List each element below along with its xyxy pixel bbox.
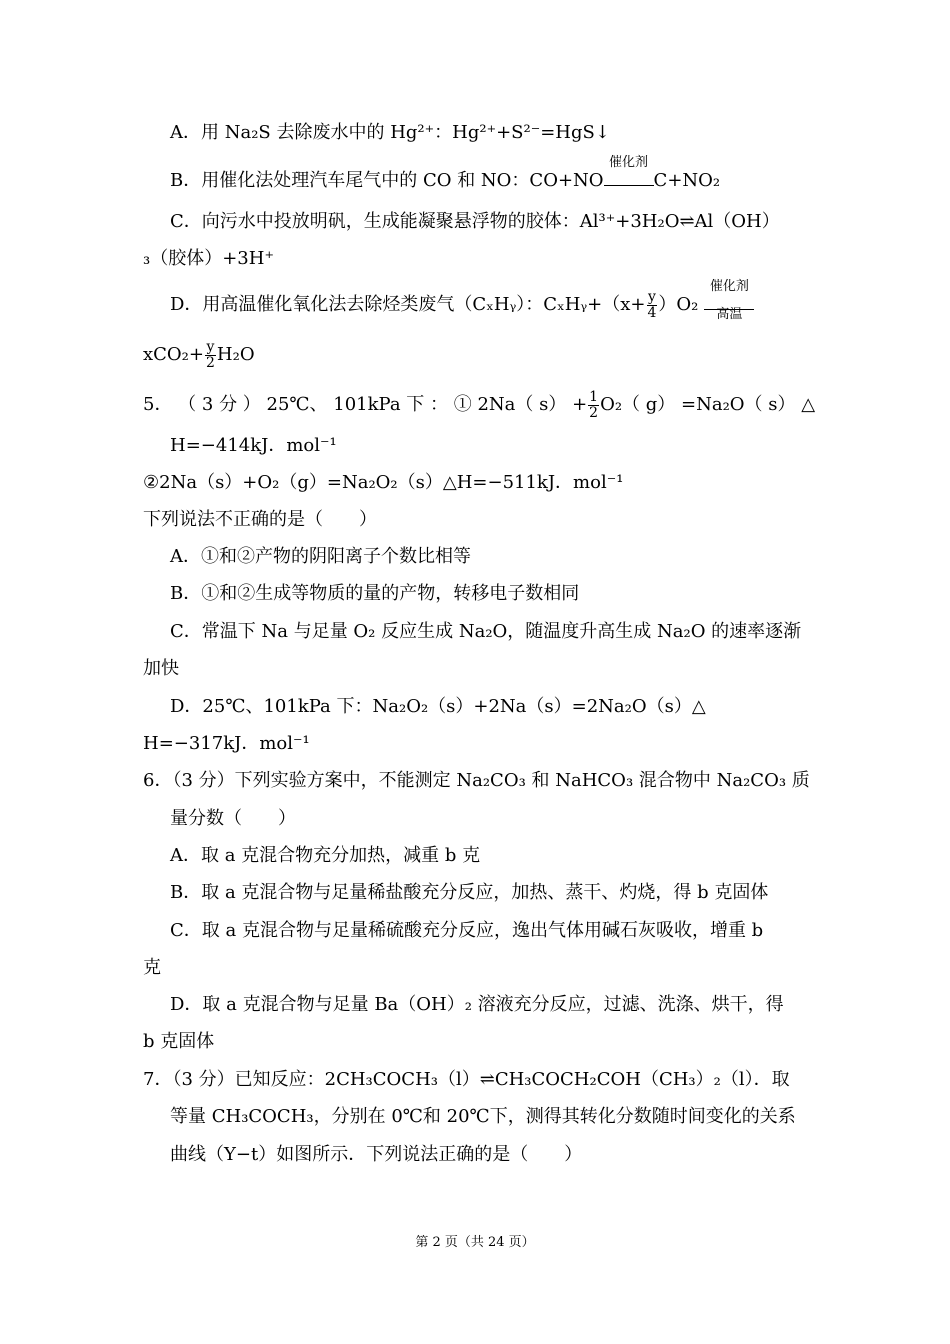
q5-option-d-line2: H=−317kJ．mol⁻¹ (143, 733, 310, 754)
q5-stem-line4: 下列说法不正确的是（ ） (143, 509, 377, 530)
q4-option-d-cond-top: 催化剂 (709, 279, 749, 295)
q4-option-b-text: B．用催化法处理汽车尾气中的 CO 和 NO：CO+NO (170, 170, 604, 191)
q4-option-d-co2: xCO₂+ (143, 344, 204, 366)
q5-stem-line1 (143, 390, 815, 420)
q6-stem-line1: 6．（3 分）下列实验方案中，不能测定 Na₂CO₃ 和 NaHCO₃ 混合物中 Na₂CO₃ 质 (143, 770, 810, 791)
q5-stem-line3: ②2Na（s）+O₂（g）=Na₂O₂（s）△H=−511kJ．mol⁻¹ (143, 472, 624, 493)
q6-stem-line2: 量分数（ ） (170, 808, 296, 829)
q6-option-c-line2: 克 (143, 957, 161, 978)
q6-option-d-line2: b 克固体 (143, 1031, 215, 1052)
q4-option-d-line2 (143, 340, 255, 370)
q6-option-c-line1: C．取 a 克混合物与足量稀硫酸充分反应，逸出气体用碱石灰吸收，增重 b (170, 920, 764, 941)
q5-option-c-line2: 加快 (143, 658, 179, 679)
q7-stem-line3: 曲线（Y−t）如图所示．下列说法正确的是（ ） (170, 1144, 583, 1165)
q6-option-a: A．取 a 克混合物充分加热，减重 b 克 (170, 845, 481, 866)
q5-stem-post: O₂（ g） =Na₂O（ s） △ (600, 394, 816, 416)
q5-option-c-line1: C．常温下 Na 与足量 O₂ 反应生成 Na₂O，随温度升高生成 Na₂O 的速率逐渐 (170, 621, 802, 642)
q5-option-b: B．①和②生成等物质的量的产物，转移电子数相同 (170, 583, 580, 604)
q5-option-d-line1: D．25℃、101kPa 下：Na₂O₂（s）+2Na（s）=2Na₂O（s）△ (170, 696, 706, 717)
q4-option-b-condition: 催化剂 (609, 155, 649, 170)
q4-option-d-fraction: $\frac{y}{4}$ (647, 289, 657, 321)
q4-option-d-fraction2: $\frac{y}{2}$ (205, 339, 215, 371)
q5-stem-line2: H=−414kJ．mol⁻¹ (170, 435, 337, 456)
q4-option-b (170, 155, 721, 191)
q4-option-b-product: C+NO₂ (653, 170, 721, 191)
q4-option-c-line1: C．向污水中投放明矾，生成能凝聚悬浮物的胶体：Al³⁺+3H₂O⇌Al（OH） (170, 211, 780, 232)
q6-option-b: B．取 a 克混合物与足量稀盐酸充分反应，加热、蒸干、灼烧，得 b 克固体 (170, 882, 769, 903)
q4-option-d-arrow (704, 279, 754, 323)
q6-option-d-line1: D．取 a 克混合物与足量 Ba（OH）₂ 溶液充分反应，过滤、洗涤、烘干，得 (170, 994, 784, 1015)
q4-option-d-line1 (170, 279, 754, 323)
q7-stem-line2: 等量 CH₃COCH₃，分别在 0℃和 20℃下，测得其转化分数随时间变化的关系 (170, 1106, 796, 1127)
q4-option-d-text: D．用高温催化氧化法去除烃类废气（CₓHᵧ）：CₓHᵧ+（x+ (170, 294, 646, 316)
q4-option-a: A．用 Na₂S 去除废水中的 Hg²⁺：Hg²⁺+S²⁻=HgS↓ (170, 122, 610, 143)
q4-option-d-o2: ）O₂ (658, 294, 699, 316)
q4-option-b-arrow (604, 155, 654, 190)
q5-stem-text: 5． （ 3 分 ） 25℃、 101kPa 下 ： ① 2Na（ s） + (143, 394, 588, 416)
q5-option-a: A．①和②产物的阴阳离子个数比相等 (170, 546, 471, 567)
q4-option-d-h2o: H₂O (216, 344, 255, 366)
q4-option-d-cond-bot: 高温 (716, 307, 743, 323)
q4-option-c-line2: ₃（胶体）+3H⁺ (143, 248, 274, 269)
page-footer: 第 2 页（共 24 页） (415, 1235, 535, 1250)
q7-stem-line1: 7．（3 分）已知反应：2CH₃COCH₃（l）⇌CH₃COCH₂COH（CH₃）₂（l）．取 (143, 1069, 790, 1090)
q5-fraction: $\frac{1}{2}$ (589, 389, 599, 421)
